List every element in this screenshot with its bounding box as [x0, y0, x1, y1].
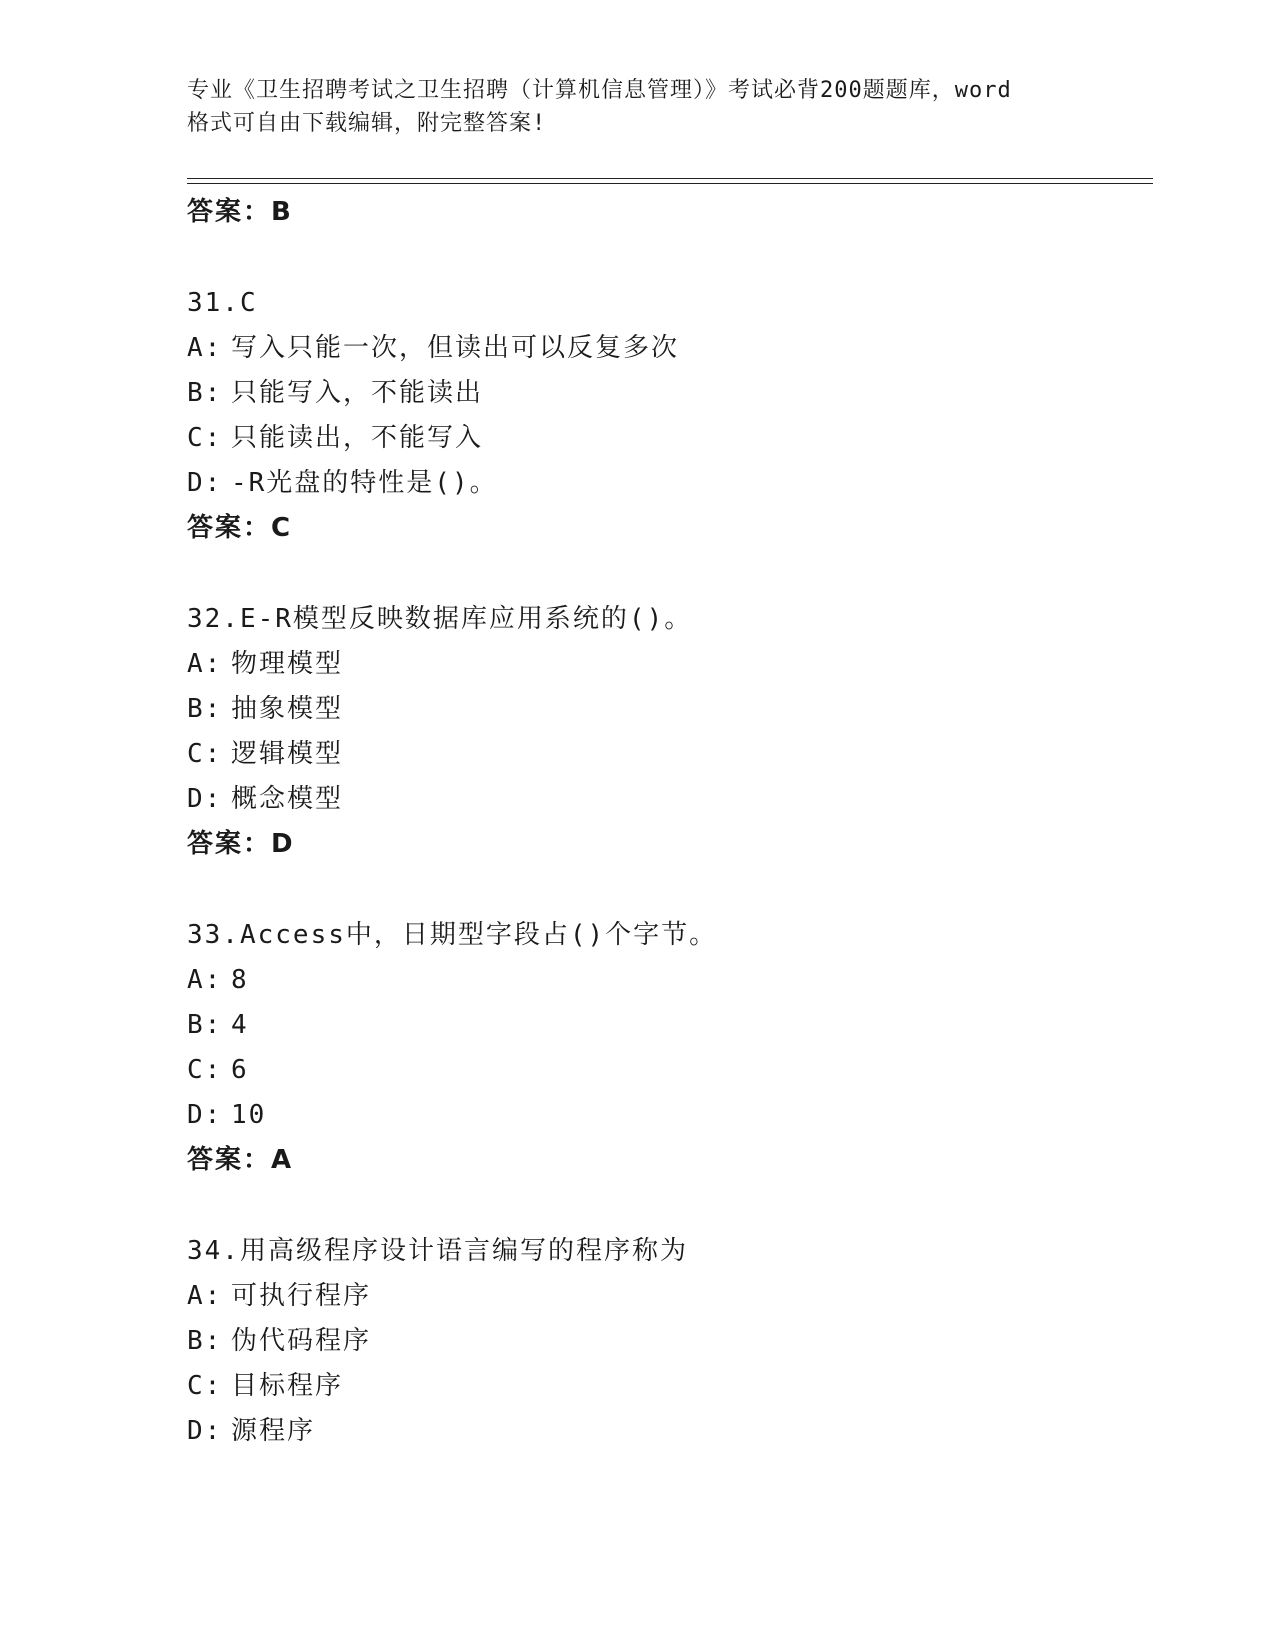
option-text: 写入只能一次，但读出可以反复多次 [231, 333, 680, 363]
option-letter: C: [187, 423, 223, 453]
option-text: 抽象模型 [231, 694, 344, 724]
option-letter: C: [187, 1371, 223, 1401]
option-b [187, 1003, 1147, 1048]
option-c [187, 732, 1147, 777]
option-b [187, 371, 1147, 416]
option-letter: C: [187, 1055, 223, 1085]
option-letter: A: [187, 649, 223, 679]
option-letter: D: [187, 468, 223, 498]
option-text: 可执行程序 [231, 1281, 372, 1311]
option-text: 目标程序 [231, 1371, 344, 1401]
option-c [187, 416, 1147, 461]
option-text: 8 [231, 965, 249, 995]
option-a [187, 642, 1147, 687]
option-d [187, 777, 1147, 822]
option-a [187, 1274, 1147, 1319]
option-d [187, 1093, 1147, 1138]
answer-line: 答案：D [187, 829, 295, 859]
header-line-1: 专业《卫生招聘考试之卫生招聘（计算机信息管理）》考试必背200题题库，word [187, 78, 1012, 103]
option-letter: D: [187, 784, 223, 814]
option-letter: B: [187, 694, 223, 724]
option-letter: C: [187, 739, 223, 769]
question-text: 33.Access中，日期型字段占()个字节。 [187, 920, 718, 950]
option-a [187, 958, 1147, 1003]
option-letter: A: [187, 965, 223, 995]
answer-line: 答案：A [187, 1145, 294, 1175]
option-b [187, 1319, 1147, 1364]
option-c [187, 1364, 1147, 1409]
option-letter: D: [187, 1416, 223, 1446]
option-c [187, 1048, 1147, 1093]
spacer [187, 867, 1147, 913]
header-line-2: 格式可自由下载编辑，附完整答案! [187, 111, 547, 136]
document-header [187, 74, 1087, 140]
question-text: 31.C [187, 288, 258, 318]
option-letter: D: [187, 1100, 223, 1130]
option-b [187, 687, 1147, 732]
answer-line: 答案：C [187, 513, 293, 543]
option-text: 物理模型 [231, 649, 344, 679]
spacer [187, 235, 1147, 281]
answer-line: 答案：B [187, 197, 293, 227]
header-divider-top [187, 178, 1153, 179]
option-d [187, 461, 1147, 506]
option-letter: A: [187, 333, 223, 363]
option-letter: A: [187, 1281, 223, 1311]
option-text: 源程序 [231, 1416, 316, 1446]
question-text: 34.用高级程序设计语言编写的程序称为 [187, 1236, 688, 1266]
option-text: 逻辑模型 [231, 739, 344, 769]
option-text: -R光盘的特性是()。 [231, 468, 498, 498]
spacer [187, 1183, 1147, 1229]
option-letter: B: [187, 1010, 223, 1040]
option-text: 只能读出，不能写入 [231, 423, 484, 453]
option-text: 伪代码程序 [231, 1326, 372, 1356]
option-text: 10 [231, 1100, 267, 1130]
option-text: 4 [231, 1010, 249, 1040]
option-text: 只能写入，不能读出 [231, 378, 484, 408]
option-letter: B: [187, 1326, 223, 1356]
option-a [187, 326, 1147, 371]
question-text: 32.E-R模型反映数据库应用系统的()。 [187, 604, 693, 634]
header-divider-bottom [187, 183, 1153, 184]
option-letter: B: [187, 378, 223, 408]
spacer [187, 551, 1147, 597]
question-list [187, 190, 1147, 1454]
option-text: 概念模型 [231, 784, 344, 814]
option-d [187, 1409, 1147, 1454]
option-text: 6 [231, 1055, 249, 1085]
